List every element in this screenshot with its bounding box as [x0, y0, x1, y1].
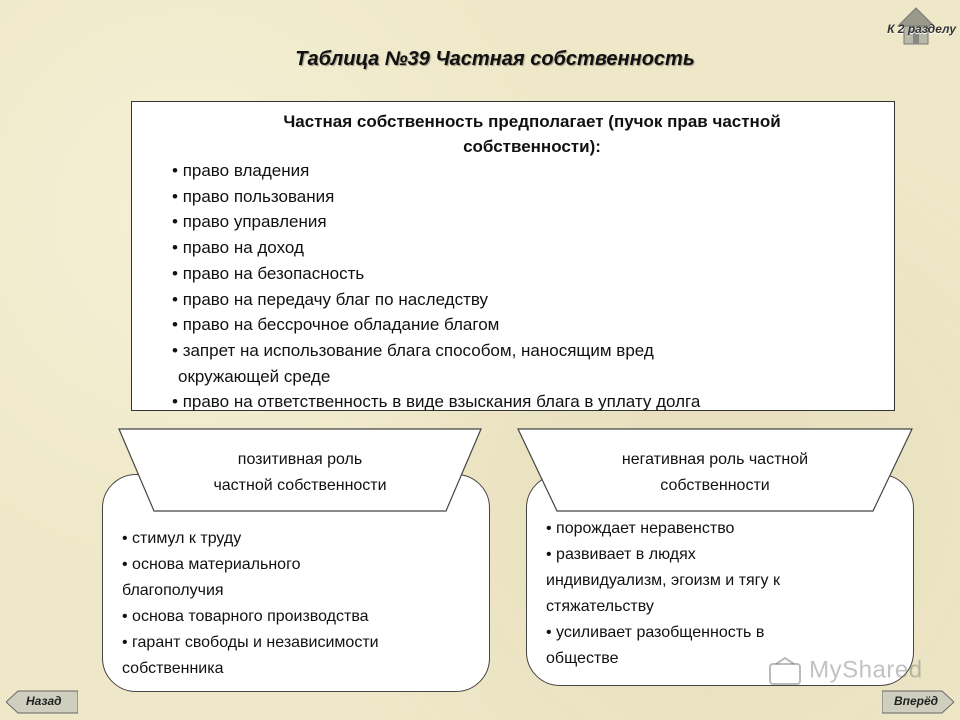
list-item: • запрет на использование блага способом, наносящим вред	[172, 340, 654, 360]
list-item: • развивает в людях	[546, 546, 696, 563]
list-item: • основа материального	[122, 556, 301, 573]
list-item: • право на ответственность в виде взыскания блага в уплату долга	[172, 392, 701, 412]
list-item-continuation: обществе	[546, 650, 619, 667]
list-item: • усиливает разобщенность в	[546, 624, 765, 641]
list-item-continuation: окружающей среде	[178, 366, 331, 386]
positive-role-list	[122, 526, 379, 682]
list-item-continuation: собственника	[122, 660, 224, 677]
positive-role-title: позитивная роль частной собственности	[213, 451, 387, 494]
list-item-continuation: индивидуализм, эгоизм и тягу к	[546, 572, 780, 589]
back-button[interactable]: Назад	[6, 690, 78, 714]
negative-role-title: негативная роль частной собственности	[621, 451, 809, 494]
to-section-2-link[interactable]	[866, 6, 956, 52]
list-item: • право на доход	[172, 238, 304, 258]
list-item: • право на передачу благ по наследству	[172, 289, 489, 309]
rights-list	[172, 158, 700, 415]
watermark-logo: MyShared	[768, 656, 923, 686]
list-item: • право управления	[172, 212, 327, 232]
list-item: • основа товарного производства	[122, 608, 369, 625]
forward-button[interactable]: Вперёд	[882, 690, 954, 714]
rights-heading: Частная собственность предполагает (пучок прав частной собственности):	[283, 112, 781, 156]
list-item: • право владения	[172, 161, 310, 180]
page-title: Таблица №39 Частная собственность	[295, 48, 695, 70]
list-item: • порождает неравенство	[546, 520, 735, 537]
private-property-rights-box	[131, 101, 895, 411]
list-item: • гарант свободы и независимости	[122, 634, 379, 651]
negative-role-list	[546, 516, 780, 672]
list-item: • стимул к труду	[122, 530, 242, 547]
list-item: • право на бессрочное обладание благом	[172, 315, 500, 335]
list-item-continuation: стяжательству	[546, 598, 654, 615]
list-item: • право пользования	[172, 186, 335, 206]
to-section-2-label: К 2 разделу	[887, 22, 956, 36]
list-item-continuation: благополучия	[122, 582, 224, 599]
watermark-icon	[768, 656, 802, 686]
list-item: • право на безопасность	[172, 263, 365, 283]
